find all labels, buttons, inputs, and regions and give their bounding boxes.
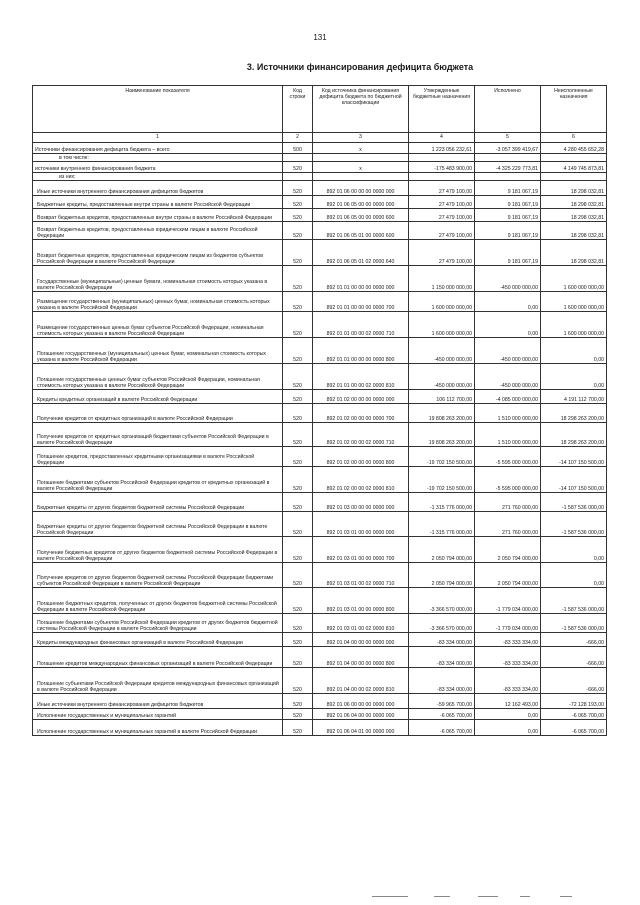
footer-rule xyxy=(520,896,530,897)
row-approved: -3 366 570 000,00 xyxy=(409,614,475,633)
row-line-code: 520 xyxy=(283,493,313,512)
row-unexecuted: 4 280 455 652,28 xyxy=(541,143,607,154)
row-name: Возврат бюджетных кредитов, предоставленных юридическим лицам в валюте Российской Федерации xyxy=(33,222,283,240)
row-name: Получение кредитов от кредитных организаций бюджетами субъектов Российской Федерации в валюте Российской Федерации xyxy=(33,423,283,447)
table-row xyxy=(33,173,607,181)
table-row xyxy=(33,694,607,709)
section-title: 3. Источники финансирования дефицита бюджета xyxy=(246,62,474,72)
table-row xyxy=(33,364,607,390)
row-approved: 1 223 056 232,61 xyxy=(409,143,475,154)
row-unexecuted: 18 298 032,81 xyxy=(541,196,607,209)
row-name: Бюджетные кредиты, предоставленные внутри страны в валюте Российской Федерации xyxy=(33,196,283,209)
table-row xyxy=(33,588,607,614)
row-source-code: 892 01 06 00 00 00 0000 000 xyxy=(313,694,409,709)
row-line-code: 520 xyxy=(283,181,313,196)
row-executed: 2 050 794 000,00 xyxy=(475,563,541,588)
row-source-code: 892 01 02 00 00 00 0000 800 xyxy=(313,447,409,467)
row-source-code: 892 01 02 00 00 02 0000 710 xyxy=(313,423,409,447)
row-unexecuted: -14 107 150 500,00 xyxy=(541,447,607,467)
row-executed: -4 325 229 773,81 xyxy=(475,162,541,173)
row-line-code xyxy=(283,154,313,162)
row-approved: -450 000 000,00 xyxy=(409,364,475,390)
row-approved: 19 808 263 200,00 xyxy=(409,404,475,423)
table-row xyxy=(33,338,607,364)
row-source-code xyxy=(313,154,409,162)
row-approved: 2 050 794 000,00 xyxy=(409,537,475,563)
row-executed: -5 595 000 000,00 xyxy=(475,447,541,467)
table-row xyxy=(33,423,607,447)
row-line-code: 500 xyxy=(283,143,313,154)
row-line-code: 520 xyxy=(283,209,313,222)
column-number: 4 xyxy=(409,133,475,143)
row-executed: -83 333 334,00 xyxy=(475,633,541,647)
row-source-code: 892 01 02 00 00 00 0000 700 xyxy=(313,404,409,423)
row-executed: -83 333 334,00 xyxy=(475,668,541,694)
row-executed: 1 510 000 000,00 xyxy=(475,404,541,423)
row-approved xyxy=(409,173,475,181)
row-line-code: 520 xyxy=(283,512,313,537)
row-line-code: 520 xyxy=(283,647,313,668)
row-line-code: 520 xyxy=(283,694,313,709)
row-line-code: 520 xyxy=(283,338,313,364)
row-executed: -3 057 399 419,67 xyxy=(475,143,541,154)
row-source-code: 892 01 04 00 00 02 0000 810 xyxy=(313,668,409,694)
row-source-code: 892 01 03 01 00 00 0000 700 xyxy=(313,537,409,563)
header-source-code: Код источника финансирования дефицита бюджета по бюджетной классификации xyxy=(313,86,409,133)
row-name: Размещение государственных (муниципальных) ценных бумаг, номинальная стоимость которых указана в валюте Российской Федерации xyxy=(33,292,283,312)
table-row xyxy=(33,512,607,537)
row-line-code: 520 xyxy=(283,614,313,633)
row-unexecuted: 4 149 745 873,81 xyxy=(541,162,607,173)
table-row xyxy=(33,720,607,736)
row-unexecuted: -14 107 150 500,00 xyxy=(541,467,607,493)
table-row xyxy=(33,196,607,209)
row-name: Иные источники внутреннего финансирования дефицитов бюджетов xyxy=(33,694,283,709)
row-name: Кредиты международных финансовых организаций в валюте Российской Федерации xyxy=(33,633,283,647)
column-number-row xyxy=(33,133,607,143)
row-name: Погашение субъектами Российской Федерации кредитов международных финансовых организаций в валюте Российской Федерации xyxy=(33,668,283,694)
row-approved: 106 112 700,00 xyxy=(409,390,475,404)
row-source-code: x xyxy=(313,143,409,154)
column-number: 1 xyxy=(33,133,283,143)
footer-rule xyxy=(434,896,450,897)
row-source-code: 892 01 06 05 01 00 0000 600 xyxy=(313,222,409,240)
row-source-code: 892 01 01 00 00 00 0000 000 xyxy=(313,266,409,292)
row-executed: -83 333 334,00 xyxy=(475,647,541,668)
table-row xyxy=(33,493,607,512)
row-name: Погашение кредитов международных финансовых организаций в валюте Российской Федерации xyxy=(33,647,283,668)
row-source-code: 892 01 06 05 00 00 0000 000 xyxy=(313,196,409,209)
table-row xyxy=(33,181,607,196)
row-name: источники внутреннего финансирования бюджета xyxy=(33,162,283,173)
row-approved: -83 334 000,00 xyxy=(409,633,475,647)
row-unexecuted: -1 587 536 000,00 xyxy=(541,614,607,633)
row-source-code: 892 01 01 00 00 00 0000 800 xyxy=(313,338,409,364)
table-row xyxy=(33,447,607,467)
row-name: Получение кредитов от кредитных организаций в валюте Российской Федерации xyxy=(33,404,283,423)
row-unexecuted: 0,00 xyxy=(541,563,607,588)
row-name: Источники финансирования дефицита бюджета – всего xyxy=(33,143,283,154)
row-name: Исполнение государственных и муниципальных гарантий в валюте Российской Федерации xyxy=(33,720,283,736)
row-line-code: 520 xyxy=(283,292,313,312)
row-source-code: 892 01 02 00 00 00 0000 000 xyxy=(313,390,409,404)
table-row xyxy=(33,668,607,694)
row-unexecuted: 18 298 263 200,00 xyxy=(541,423,607,447)
row-name: Получение бюджетных кредитов от других бюджетов бюджетной системы Российской Федерации в валюте Российской Федерации xyxy=(33,537,283,563)
row-source-code: 892 01 03 01 00 00 0000 000 xyxy=(313,512,409,537)
row-approved: -6 065 700,00 xyxy=(409,709,475,720)
header-approved: Утвержденные бюджетные назначения xyxy=(409,86,475,133)
row-approved: 19 808 263 200,00 xyxy=(409,423,475,447)
row-line-code: 520 xyxy=(283,390,313,404)
row-name: Погашение бюджетами субъектов Российской Федерации кредитов от кредитных организаций в валюте Российской Федерации xyxy=(33,467,283,493)
row-source-code: 892 01 01 00 00 02 0000 710 xyxy=(313,312,409,338)
row-line-code: 520 xyxy=(283,266,313,292)
row-approved: 27 479 100,00 xyxy=(409,209,475,222)
row-source-code: 892 01 06 04 01 00 0000 000 xyxy=(313,720,409,736)
row-approved xyxy=(409,154,475,162)
row-source-code: 892 01 03 01 00 02 0000 810 xyxy=(313,614,409,633)
row-executed: 1 510 000 000,00 xyxy=(475,423,541,447)
row-approved: -1 315 776 000,00 xyxy=(409,512,475,537)
row-name: Исполнение государственных и муниципальных гарантий xyxy=(33,709,283,720)
row-line-code: 520 xyxy=(283,404,313,423)
row-source-code xyxy=(313,173,409,181)
table-row xyxy=(33,537,607,563)
row-executed: -1 779 034 000,00 xyxy=(475,588,541,614)
row-name: Возврат бюджетных кредитов, предоставленных внутри страны в валюте Российской Федерации xyxy=(33,209,283,222)
row-executed xyxy=(475,173,541,181)
row-name: Получение кредитов от других бюджетов бюджетной системы Российской Федерации бюджетами субъектов Российской Федерации в валюте Российской Федерации xyxy=(33,563,283,588)
row-executed: -450 000 000,00 xyxy=(475,364,541,390)
row-source-code: x xyxy=(313,162,409,173)
header-line-code: Код строки xyxy=(283,86,313,133)
table-row xyxy=(33,240,607,266)
row-name: Размещение государственных ценных бумаг субъектов Российской Федерации, номинальная стоимость которых указана в валюте Российской Федерации xyxy=(33,312,283,338)
row-executed: 0,00 xyxy=(475,709,541,720)
row-name: Погашение кредитов, предоставленных кредитными организациями в валюте Российской Федерации xyxy=(33,447,283,467)
row-executed xyxy=(475,154,541,162)
table-row xyxy=(33,467,607,493)
row-approved: 27 479 100,00 xyxy=(409,222,475,240)
row-unexecuted: -666,00 xyxy=(541,647,607,668)
row-executed: 9 181 067,19 xyxy=(475,222,541,240)
row-line-code: 520 xyxy=(283,447,313,467)
row-approved: -1 315 776 000,00 xyxy=(409,493,475,512)
row-unexecuted: 0,00 xyxy=(541,537,607,563)
row-name: в том числе: xyxy=(33,154,283,162)
row-source-code: 892 01 02 00 00 02 0000 810 xyxy=(313,467,409,493)
table-row xyxy=(33,404,607,423)
row-executed: 9 181 067,19 xyxy=(475,209,541,222)
row-approved: 1 600 000 000,00 xyxy=(409,292,475,312)
row-name: Кредиты кредитных организаций в валюте Российской Федерации xyxy=(33,390,283,404)
row-approved: -175 483 900,00 xyxy=(409,162,475,173)
table-row xyxy=(33,390,607,404)
row-executed: 271 760 000,00 xyxy=(475,512,541,537)
table-row xyxy=(33,312,607,338)
column-number: 5 xyxy=(475,133,541,143)
row-unexecuted: -6 065 700,00 xyxy=(541,720,607,736)
table-row xyxy=(33,209,607,222)
row-source-code: 892 01 06 00 00 00 0000 000 xyxy=(313,181,409,196)
table-row xyxy=(33,222,607,240)
table-row xyxy=(33,647,607,668)
row-executed: 0,00 xyxy=(475,292,541,312)
row-executed: -450 000 000,00 xyxy=(475,338,541,364)
row-executed: -1 779 034 000,00 xyxy=(475,614,541,633)
header-executed: Исполнено xyxy=(475,86,541,133)
row-approved: -19 702 150 500,00 xyxy=(409,467,475,493)
table-row xyxy=(33,614,607,633)
row-executed: 9 181 067,19 xyxy=(475,240,541,266)
row-name: Погашение государственных ценных бумаг субъектов Российской Федерации, номинальная стоимость которых указана в валюте Российской Федерации xyxy=(33,364,283,390)
row-line-code: 520 xyxy=(283,222,313,240)
header-indicator-name: Наименование показателя xyxy=(33,86,283,133)
row-unexecuted xyxy=(541,154,607,162)
row-executed: 0,00 xyxy=(475,720,541,736)
table-row xyxy=(33,143,607,154)
footer-rule xyxy=(478,896,498,897)
row-unexecuted xyxy=(541,173,607,181)
row-unexecuted: 4 191 112 700,00 xyxy=(541,390,607,404)
row-line-code: 520 xyxy=(283,563,313,588)
footer-rule xyxy=(560,896,572,897)
table-row xyxy=(33,266,607,292)
row-executed: 12 162 493,00 xyxy=(475,694,541,709)
footer-rule xyxy=(372,896,408,897)
row-unexecuted: -6 065 700,00 xyxy=(541,709,607,720)
table-row xyxy=(33,563,607,588)
row-line-code: 520 xyxy=(283,423,313,447)
row-name: из них: xyxy=(33,173,283,181)
row-line-code: 520 xyxy=(283,720,313,736)
row-source-code: 892 01 04 00 00 00 0000 800 xyxy=(313,647,409,668)
row-line-code: 520 xyxy=(283,196,313,209)
row-unexecuted: -1 587 536 000,00 xyxy=(541,493,607,512)
row-approved: -59 965 700,00 xyxy=(409,694,475,709)
row-line-code: 520 xyxy=(283,588,313,614)
row-line-code: 520 xyxy=(283,162,313,173)
row-approved: -19 702 150 500,00 xyxy=(409,447,475,467)
row-executed: 271 760 000,00 xyxy=(475,493,541,512)
row-line-code: 520 xyxy=(283,240,313,266)
row-unexecuted: -666,00 xyxy=(541,633,607,647)
row-approved: -83 334 000,00 xyxy=(409,668,475,694)
table-row xyxy=(33,154,607,162)
row-unexecuted: -1 587 536 000,00 xyxy=(541,512,607,537)
row-source-code: 892 01 04 00 00 00 0000 000 xyxy=(313,633,409,647)
row-line-code: 520 xyxy=(283,709,313,720)
row-executed: 0,00 xyxy=(475,312,541,338)
column-number: 3 xyxy=(313,133,409,143)
row-line-code: 520 xyxy=(283,364,313,390)
row-name: Погашение бюджетных кредитов, полученных от других бюджетов бюджетной системы Российской Федерации в валюте Российской Федерации xyxy=(33,588,283,614)
row-approved: 27 479 100,00 xyxy=(409,240,475,266)
row-approved: 27 479 100,00 xyxy=(409,181,475,196)
row-source-code: 892 01 06 04 00 00 0000 000 xyxy=(313,709,409,720)
row-line-code xyxy=(283,173,313,181)
row-line-code: 520 xyxy=(283,312,313,338)
row-source-code: 892 01 06 05 01 02 0000 640 xyxy=(313,240,409,266)
row-source-code: 892 01 03 00 00 00 0000 000 xyxy=(313,493,409,512)
row-source-code: 892 01 03 01 00 02 0000 710 xyxy=(313,563,409,588)
row-unexecuted: 18 298 032,81 xyxy=(541,222,607,240)
row-unexecuted: 1 600 000 000,00 xyxy=(541,266,607,292)
table-body xyxy=(33,143,607,736)
row-approved: 1 150 000 000,00 xyxy=(409,266,475,292)
row-unexecuted: 1 600 000 000,00 xyxy=(541,312,607,338)
row-unexecuted: 18 298 032,81 xyxy=(541,240,607,266)
row-source-code: 892 01 03 01 00 00 0000 800 xyxy=(313,588,409,614)
row-unexecuted: -666,00 xyxy=(541,668,607,694)
row-approved: 2 050 794 000,00 xyxy=(409,563,475,588)
row-line-code: 520 xyxy=(283,633,313,647)
row-name: Иные источники внутреннего финансирования дефицитов бюджетов xyxy=(33,181,283,196)
column-number: 2 xyxy=(283,133,313,143)
table-row xyxy=(33,162,607,173)
row-name: Погашение государственных (муниципальных) ценных бумаг, номинальная стоимость которых указана в валюте Российской Федерации xyxy=(33,338,283,364)
row-name: Государственные (муниципальные) ценные бумаги, номинальная стоимость которых указана в валюте Российской Федерации xyxy=(33,266,283,292)
row-approved: -450 000 000,00 xyxy=(409,338,475,364)
row-line-code: 520 xyxy=(283,537,313,563)
row-name: Бюджетные кредиты от других бюджетов бюджетной системы Российской Федерации xyxy=(33,493,283,512)
row-approved: -83 334 000,00 xyxy=(409,647,475,668)
row-executed: 2 050 794 000,00 xyxy=(475,537,541,563)
row-executed: -4 085 000 000,00 xyxy=(475,390,541,404)
row-executed: 9 181 067,19 xyxy=(475,181,541,196)
row-unexecuted: -72 128 193,00 xyxy=(541,694,607,709)
row-unexecuted: 18 298 032,81 xyxy=(541,181,607,196)
row-line-code: 520 xyxy=(283,467,313,493)
table-row xyxy=(33,709,607,720)
row-source-code: 892 01 01 00 00 02 0000 810 xyxy=(313,364,409,390)
column-number: 6 xyxy=(541,133,607,143)
row-unexecuted: 0,00 xyxy=(541,338,607,364)
row-approved: -3 366 570 000,00 xyxy=(409,588,475,614)
table-row xyxy=(33,633,607,647)
row-unexecuted: 1 600 000 000,00 xyxy=(541,292,607,312)
page-number: 131 xyxy=(313,33,327,42)
row-approved: -6 065 700,00 xyxy=(409,720,475,736)
row-executed: -5 595 000 000,00 xyxy=(475,467,541,493)
row-approved: 27 479 100,00 xyxy=(409,196,475,209)
budget-sources-table xyxy=(32,85,607,736)
row-name: Погашение бюджетами субъектов Российской Федерации кредитов от других бюджетов бюджетной системы Российской Федерации в валюте Российской Федерации xyxy=(33,614,283,633)
header-unexecuted: Неисполненные назначения xyxy=(541,86,607,133)
row-unexecuted: 18 298 032,81 xyxy=(541,209,607,222)
row-executed: -450 000 000,00 xyxy=(475,266,541,292)
row-approved: 1 600 000 000,00 xyxy=(409,312,475,338)
row-name: Бюджетные кредиты от других бюджетов бюджетной системы Российской Федерации в валюте Российской Федерации xyxy=(33,512,283,537)
row-name: Возврат бюджетных кредитов, предоставленных юридическим лицам из бюджетов субъектов Российской Федерации в валюте Российской Федерации xyxy=(33,240,283,266)
table-header-row xyxy=(33,86,607,133)
row-executed: 9 181 067,19 xyxy=(475,196,541,209)
row-unexecuted: -1 587 536 000,00 xyxy=(541,588,607,614)
row-line-code: 520 xyxy=(283,668,313,694)
row-unexecuted: 0,00 xyxy=(541,364,607,390)
row-unexecuted: 18 298 263 200,00 xyxy=(541,404,607,423)
table-row xyxy=(33,292,607,312)
row-source-code: 892 01 01 00 00 00 0000 700 xyxy=(313,292,409,312)
row-source-code: 892 01 06 05 00 00 0000 600 xyxy=(313,209,409,222)
